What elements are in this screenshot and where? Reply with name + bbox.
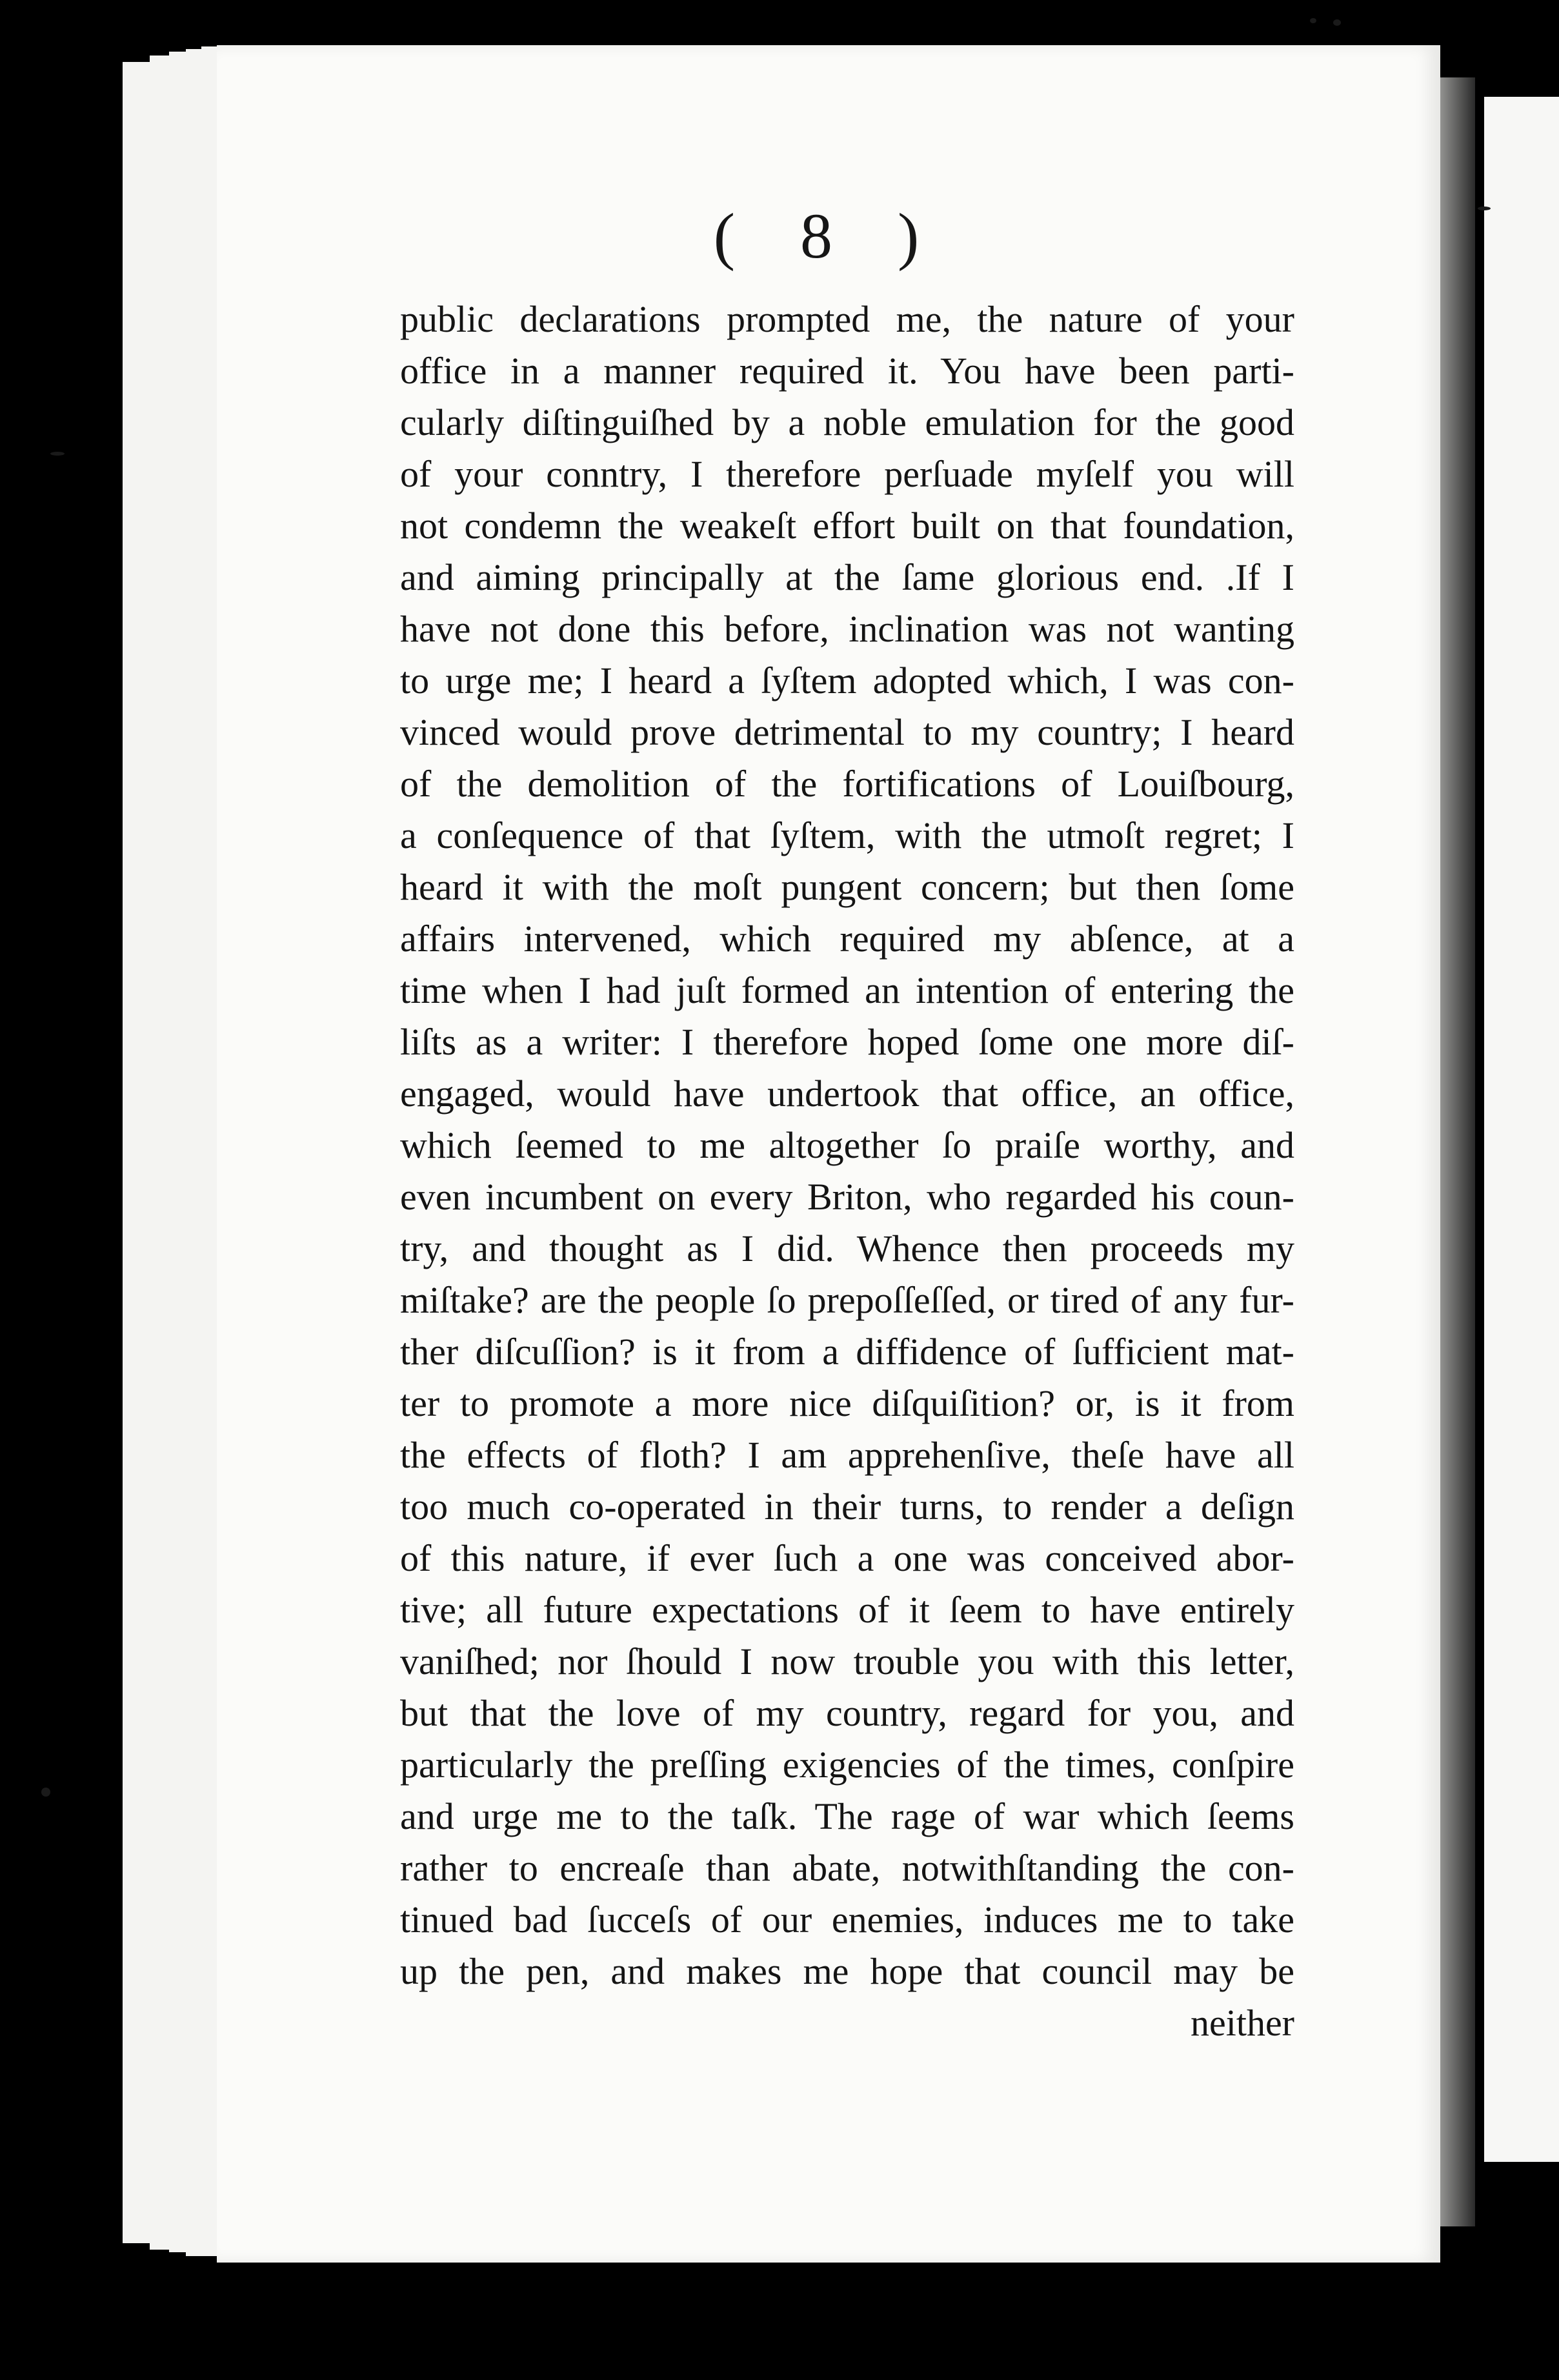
text-line: affairs intervened, which required my abſence, at a [400, 918, 1294, 960]
text-line: even incumbent on every Briton, who regarded his coun- [400, 1176, 1294, 1218]
facing-page-edge [1484, 97, 1559, 2162]
text-line: public declarations prompted me, the nature of your [400, 298, 1294, 340]
text-line: but that the love of my country, regard for you, and [400, 1692, 1294, 1734]
text-line: of the demolition of the fortifications of Louiſbourg, [400, 763, 1294, 805]
text-line: have not done this before, inclination was not wanting [400, 608, 1294, 650]
scan-speck [41, 1788, 50, 1797]
text-line: the effects of floth? I am apprehenſive, theſe have all [400, 1434, 1294, 1476]
text-line: office in a manner required it. You have been parti- [400, 350, 1294, 392]
text-line: and urge me to the taſk. The rage of war which ſeems [400, 1795, 1294, 1837]
text-line: of this nature, if ever ſuch a one was conceived abor- [400, 1537, 1294, 1579]
text-line: vaniſhed; nor ſhould I now trouble you with this letter, [400, 1640, 1294, 1682]
text-line: cularly diſtinguiſhed by a noble emulation for the good [400, 401, 1294, 443]
scan-speck [1478, 207, 1491, 210]
text-line: a conſequence of that ſyſtem, with the utmoſt regret; I [400, 814, 1294, 856]
page-number: ( 8 ) [713, 200, 944, 272]
text-line: engaged, would have undertook that office, an office, [400, 1073, 1294, 1114]
scan-speck [1310, 18, 1316, 23]
text-line: too much co-operated in their turns, to render a deſign [400, 1486, 1294, 1528]
text-line: not condemn the weakeſt effort built on that foundation, [400, 505, 1294, 547]
scan-speck [1333, 19, 1341, 26]
text-line: miſtake? are the people ſo prepoſſeſſed, or tired of any fur- [400, 1279, 1294, 1321]
text-line: rather to encreaſe than abate, notwithſtanding the con- [400, 1847, 1294, 1889]
text-line: ther diſcuſſion? is it from a diffidence of ſufficient mat- [400, 1331, 1294, 1373]
text-line: to urge me; I heard a ſyſtem adopted which, I was con- [400, 660, 1294, 701]
text-line: tinued bad ſucceſs of our enemies, induces me to take [400, 1899, 1294, 1941]
text-line: vinced would prove detrimental to my country; I heard [400, 711, 1294, 753]
text-line: heard it with the moſt pungent concern; but then ſome [400, 866, 1294, 908]
text-line: which ſeemed to me altogether ſo praiſe worthy, and [400, 1124, 1294, 1166]
text-line: particularly the preſſing exigencies of the times, conſpire [400, 1744, 1294, 1786]
text-line: time when I had juſt formed an intention of entering the [400, 969, 1294, 1011]
text-line: and aiming principally at the ſame glorious end. .If I [400, 556, 1294, 598]
text-line: tive; all future expectations of it ſeem to have entirely [400, 1589, 1294, 1631]
text-line: of your conntry, I therefore perſuade myſelf you will [400, 453, 1294, 495]
text-line: up the pen, and makes me hope that council may be [400, 1950, 1294, 1992]
book-page [217, 45, 1440, 2263]
text-line: liſts as a writer: I therefore hoped ſome one more diſ- [400, 1021, 1294, 1063]
catchword: neither [1190, 2002, 1294, 2044]
scan-speck [50, 452, 65, 456]
text-line: ter to promote a more nice diſquiſition? or, is it from [400, 1382, 1294, 1424]
text-line: try, and thought as I did. Whence then proceeds my [400, 1227, 1294, 1269]
body-text [400, 294, 1294, 2049]
